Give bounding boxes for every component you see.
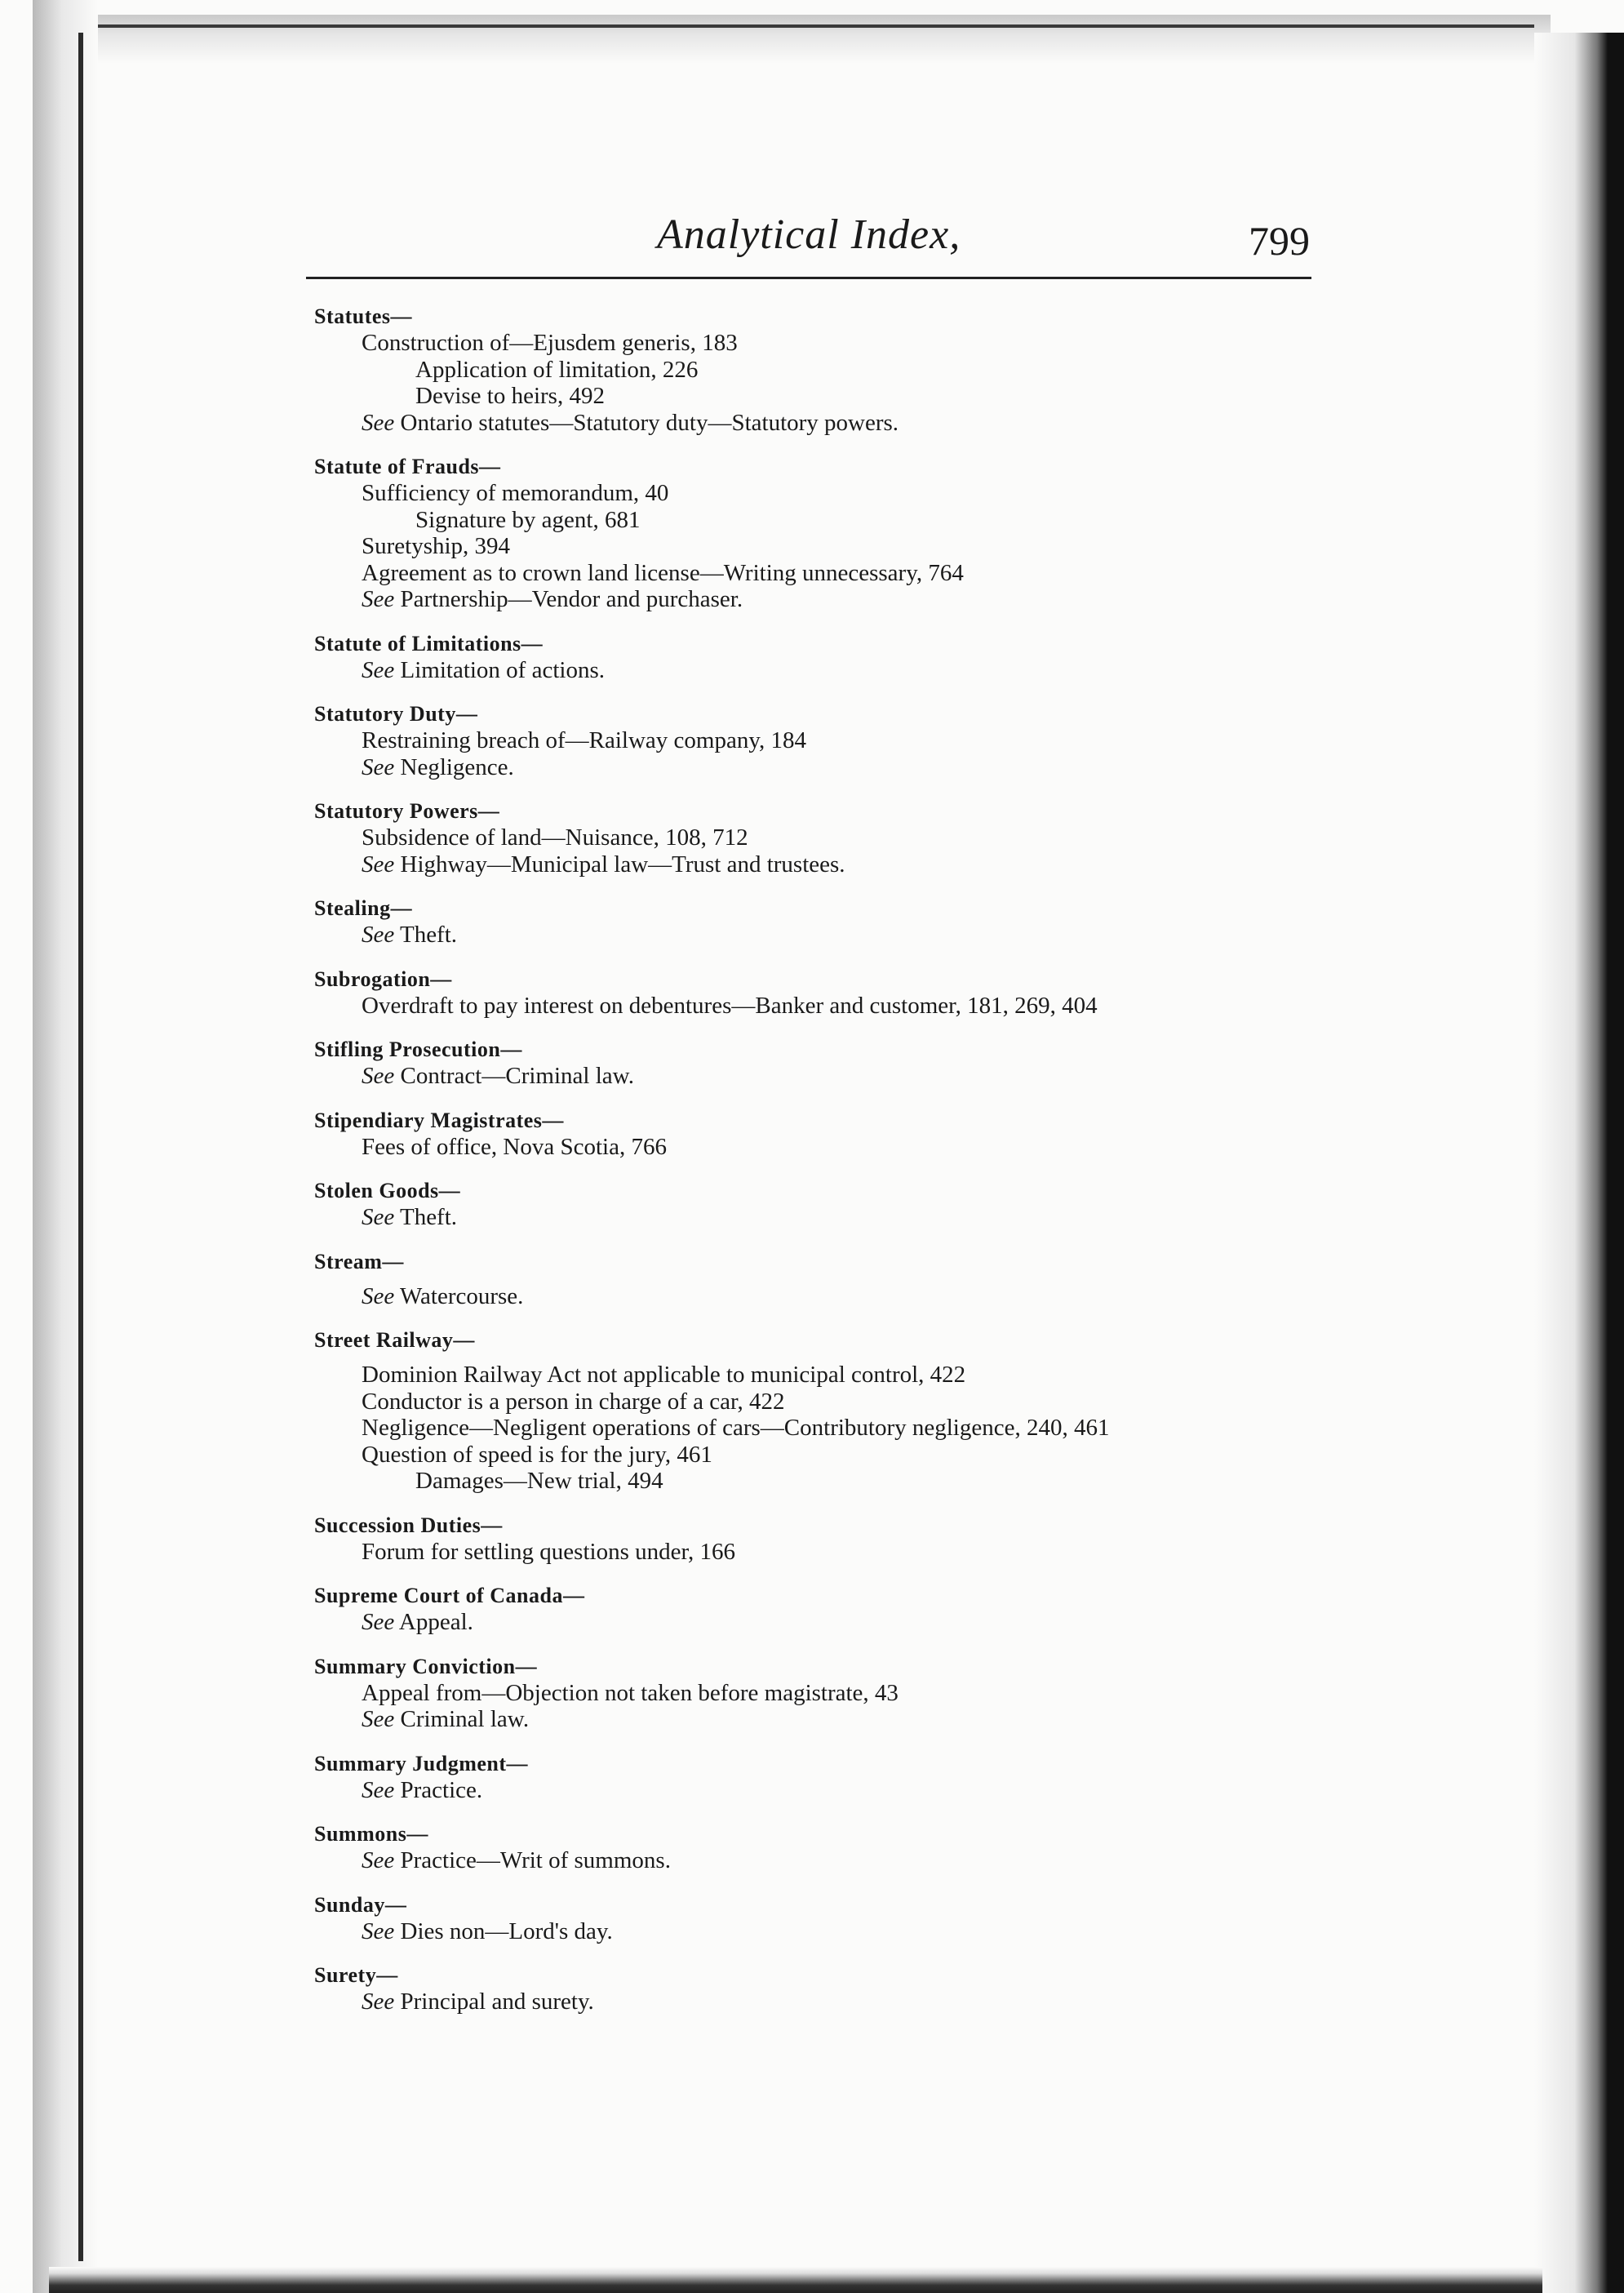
index-line bbox=[314, 1847, 1342, 1874]
index-line bbox=[314, 1989, 1342, 2015]
index-heading: Stream— bbox=[314, 1249, 404, 1273]
index-line bbox=[314, 1134, 1342, 1161]
index-heading: Statute of Frauds— bbox=[314, 455, 501, 478]
see-reference-label: See bbox=[362, 1917, 395, 1944]
index-line-text: Negligence. bbox=[394, 753, 514, 780]
index-line-text: Construction of—Ejusdem generis, 183 bbox=[362, 330, 738, 356]
index-line-text: Theft. bbox=[394, 922, 458, 948]
index-line bbox=[314, 922, 1342, 949]
index-line-text: Forum for settling questions under, 166 bbox=[362, 1538, 735, 1565]
index-line-text: Overdraft to pay interest on debentures—Banker and customer, 181, 269, 404 bbox=[362, 992, 1098, 1019]
index-heading: Stifling Prosecution— bbox=[314, 1038, 522, 1061]
index-heading: Statutory Powers— bbox=[314, 799, 500, 823]
index-line bbox=[314, 824, 1342, 851]
index-line-text: Agreement as to crown land license—Writing unnecessary, 764 bbox=[362, 559, 964, 586]
index-heading: Supreme Court of Canada— bbox=[314, 1584, 585, 1607]
scan-right-shadow bbox=[1534, 33, 1624, 2293]
index-line-text: Appeal. bbox=[394, 1609, 473, 1635]
index-entry bbox=[314, 1108, 1342, 1161]
index-heading: Statutory Duty— bbox=[314, 702, 478, 726]
index-heading: Surety— bbox=[314, 1963, 398, 1987]
index-line-text: Signature by agent, 681 bbox=[415, 506, 641, 533]
running-title: Analytical Index, bbox=[657, 211, 961, 258]
see-reference-label: See bbox=[362, 1989, 395, 2015]
index-line-text: Highway—Municipal law—Trust and trustees. bbox=[394, 851, 845, 878]
index-line-text: Negligence—Negligent operations of cars—Contributory negligence, 240, 461 bbox=[362, 1415, 1110, 1441]
index-heading: Statutes— bbox=[314, 304, 413, 328]
index-line bbox=[314, 754, 1342, 781]
index-line bbox=[314, 533, 1342, 560]
see-reference-label: See bbox=[362, 1609, 395, 1635]
index-line bbox=[314, 1204, 1342, 1231]
index-line bbox=[314, 1777, 1342, 1804]
index-entry bbox=[314, 1327, 1342, 1495]
index-line bbox=[314, 1442, 1342, 1469]
index-subline bbox=[314, 357, 1342, 384]
index-subline bbox=[314, 507, 1342, 534]
scan-top-shadow bbox=[33, 15, 1551, 64]
see-reference-label: See bbox=[362, 1063, 395, 1089]
index-heading: Street Railway— bbox=[314, 1328, 475, 1352]
index-entry bbox=[314, 895, 1342, 949]
index-line-text: Question of speed is for the jury, 461 bbox=[362, 1441, 712, 1468]
index-entry bbox=[314, 1178, 1342, 1231]
see-reference-label: See bbox=[362, 851, 395, 878]
index-heading: Stipendiary Magistrates— bbox=[314, 1108, 564, 1132]
index-entry bbox=[314, 798, 1342, 878]
index-entry bbox=[314, 1751, 1342, 1804]
index-line bbox=[314, 993, 1342, 1020]
index-line-text: Conductor is a person in charge of a car, 422 bbox=[362, 1388, 785, 1415]
index-line-text: Sufficiency of memorandum, 40 bbox=[362, 480, 669, 506]
index-heading: Stealing— bbox=[314, 896, 413, 920]
index-entry bbox=[314, 1654, 1342, 1733]
index-heading: Summary Conviction— bbox=[314, 1654, 538, 1678]
index-line-text: Restraining breach of—Railway company, 184 bbox=[362, 727, 806, 753]
index-entry bbox=[314, 631, 1342, 684]
header-rule bbox=[306, 277, 1311, 279]
index-line bbox=[314, 560, 1342, 587]
index-line-text: Ontario statutes—Statutory duty—Statutory powers. bbox=[394, 409, 899, 436]
page-header bbox=[306, 211, 1310, 276]
index-heading: Succession Duties— bbox=[314, 1513, 503, 1537]
index-line bbox=[314, 1609, 1342, 1636]
index-line-text: Application of limitation, 226 bbox=[415, 356, 699, 383]
index-line-text: Watercourse. bbox=[394, 1282, 524, 1309]
index-line-text: Subsidence of land—Nuisance, 108, 712 bbox=[362, 824, 748, 851]
index-heading: Subrogation— bbox=[314, 967, 452, 991]
index-heading: Stolen Goods— bbox=[314, 1179, 461, 1202]
index-line bbox=[314, 1680, 1342, 1707]
index-heading: Summons— bbox=[314, 1822, 428, 1846]
index-line-text: Suretyship, 394 bbox=[362, 533, 511, 559]
index-subline bbox=[314, 383, 1342, 410]
index-line bbox=[314, 851, 1342, 878]
see-reference-label: See bbox=[362, 922, 395, 948]
index-line bbox=[314, 657, 1342, 684]
index-entry bbox=[314, 1892, 1342, 1945]
index-line bbox=[314, 586, 1342, 613]
analytical-index bbox=[314, 304, 1342, 2033]
see-reference-label: See bbox=[362, 753, 395, 780]
index-line-text: Partnership—Vendor and purchaser. bbox=[394, 586, 743, 612]
see-reference-label: See bbox=[362, 409, 395, 436]
see-reference-label: See bbox=[362, 1282, 395, 1309]
index-line-text: Practice—Writ of summons. bbox=[394, 1847, 671, 1873]
index-line bbox=[314, 330, 1342, 357]
index-line bbox=[314, 1415, 1342, 1442]
index-line bbox=[314, 1706, 1342, 1733]
see-reference-label: See bbox=[362, 1776, 395, 1803]
scan-top-edge bbox=[82, 24, 1534, 28]
see-reference-label: See bbox=[362, 1706, 395, 1732]
index-line bbox=[314, 1539, 1342, 1566]
index-heading: Sunday— bbox=[314, 1892, 407, 1917]
index-entry bbox=[314, 304, 1342, 436]
index-entry bbox=[314, 967, 1342, 1020]
index-subline bbox=[314, 1468, 1342, 1495]
see-reference-label: See bbox=[362, 656, 395, 683]
index-heading: Summary Judgment— bbox=[314, 1751, 529, 1775]
index-entry bbox=[314, 1583, 1342, 1636]
see-reference-label: See bbox=[362, 1204, 395, 1230]
index-line bbox=[314, 1063, 1342, 1090]
index-heading: Statute of Limitations— bbox=[314, 631, 544, 655]
index-line-text: Practice. bbox=[394, 1776, 483, 1803]
see-reference-label: See bbox=[362, 586, 395, 612]
index-line bbox=[314, 1918, 1342, 1945]
index-entry bbox=[314, 454, 1342, 613]
index-line bbox=[314, 1283, 1342, 1310]
index-entry bbox=[314, 1821, 1342, 1874]
index-line-text: Fees of office, Nova Scotia, 766 bbox=[362, 1133, 667, 1160]
index-line-text: Devise to heirs, 492 bbox=[415, 383, 605, 409]
index-line bbox=[314, 480, 1342, 507]
index-line bbox=[314, 1389, 1342, 1415]
index-line-text: Principal and surety. bbox=[394, 1989, 594, 2015]
index-line bbox=[314, 727, 1342, 754]
scan-left-shadow bbox=[33, 0, 98, 2293]
index-line bbox=[314, 410, 1342, 437]
index-line-text: Theft. bbox=[394, 1204, 458, 1230]
index-line-text: Criminal law. bbox=[394, 1706, 530, 1732]
index-entry bbox=[314, 1249, 1342, 1310]
index-line-text: Contract—Criminal law. bbox=[394, 1063, 634, 1089]
index-entry bbox=[314, 701, 1342, 780]
index-line-text: Appeal from—Objection not taken before magistrate, 43 bbox=[362, 1679, 899, 1706]
index-entry bbox=[314, 1513, 1342, 1566]
index-line bbox=[314, 1362, 1342, 1389]
see-reference-label: See bbox=[362, 1847, 395, 1873]
index-line-text: Damages—New trial, 494 bbox=[415, 1468, 663, 1494]
scan-bottom-shadow bbox=[49, 2267, 1542, 2293]
index-entry bbox=[314, 1037, 1342, 1090]
scan-left-edge bbox=[78, 33, 83, 2261]
index-entry bbox=[314, 1962, 1342, 2015]
index-line-text: Limitation of actions. bbox=[394, 656, 605, 683]
index-line-text: Dominion Railway Act not applicable to municipal control, 422 bbox=[362, 1362, 966, 1388]
index-line-text: Dies non—Lord's day. bbox=[394, 1917, 613, 1944]
page-number: 799 bbox=[1249, 218, 1310, 264]
